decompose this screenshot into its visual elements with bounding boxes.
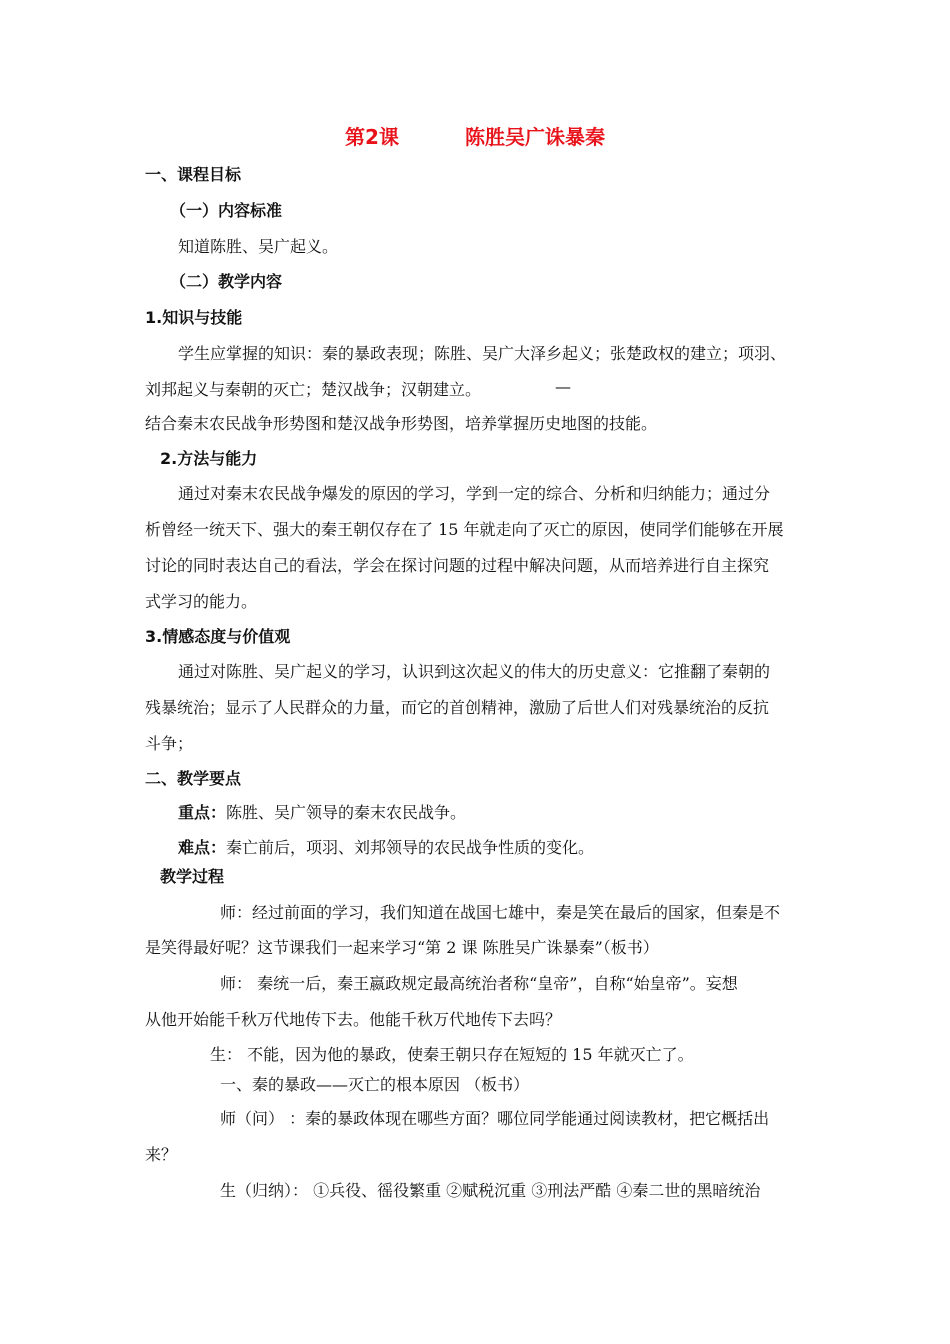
section-qin-tyranny: 一、秦的暴政——灭亡的根本原因 （板书）	[220, 1075, 530, 1094]
dialogue-teacher-3-line2: 来？	[145, 1145, 178, 1164]
stray-dash: —	[555, 377, 571, 396]
dialogue-teacher-2-line1: 师： 秦统一后，秦王嬴政规定最高统治者称“皇帝”，自称“始皇帝”。妄想	[220, 974, 738, 993]
heading-methods-ability: 2.方法与能力	[160, 449, 258, 468]
key-point	[178, 803, 466, 823]
heading-course-goals: 一、课程目标	[145, 165, 242, 184]
dialogue-teacher-1-line2: 是笑得最好呢？这节课我们一起来学习“第 2 课 陈胜吴广诛暴秦”（板书）	[145, 938, 659, 957]
lesson-name: 陈胜吴广诛暴秦	[464, 125, 605, 149]
paragraph-methods-line2: 析曾经一统天下、强大的秦王朝仅存在了 15 年就走向了灭亡的原因，使同学们能够在开展	[145, 520, 784, 539]
heading-teaching-process: 教学过程	[160, 867, 225, 886]
dialogue-teacher-1-line1: 师：经过前面的学习，我们知道在战国七雄中，秦是笑在最后的国家，但秦是不	[220, 903, 781, 922]
dialogue-student-1: 生： 不能，因为他的暴政，使秦王朝只存在短短的 15 年就灭亡了。	[210, 1045, 694, 1064]
paragraph-standard: 知道陈胜、吴广起义。	[178, 237, 339, 256]
heading-emotion-values: 3.情感态度与价值观	[145, 627, 291, 646]
lesson-number: 第2课	[345, 125, 399, 149]
page-title	[0, 124, 950, 150]
paragraph-methods-line4: 式学习的能力。	[145, 592, 258, 611]
heading-content-standard: （一）内容标准	[170, 201, 283, 220]
dialogue-teacher-2-line2: 从他开始能千秋万代地传下去。他能千秋万代地传下去吗？	[145, 1010, 562, 1029]
paragraph-values-line1: 通过对陈胜、吴广起义的学习，认识到这次起义的伟大的历史意义：它推翻了秦朝的	[178, 662, 771, 681]
paragraph-methods-line1: 通过对秦末农民战争爆发的原因的学习，学到一定的综合、分析和归纳能力；通过分	[178, 484, 771, 503]
paragraph-methods-line3: 讨论的同时表达自己的看法，学会在探讨问题的过程中解决问题，从而培养进行自主探究	[145, 556, 770, 575]
heading-teaching-points: 二、教学要点	[145, 769, 242, 788]
difficult-point	[178, 838, 594, 858]
heading-teaching-content: （二）教学内容	[170, 272, 283, 291]
key-point-text: 陈胜、吴广领导的秦末农民战争。	[226, 803, 467, 822]
key-point-label: 重点：	[178, 803, 227, 822]
heading-knowledge-skills: 1.知识与技能	[145, 308, 243, 327]
paragraph-knowledge-line1: 学生应掌握的知识：秦的暴政表现；陈胜、吴广大泽乡起义；张楚政权的建立；项羽、	[178, 344, 787, 363]
paragraph-values-line2: 残暴统治；显示了人民群众的力量，而它的首创精神，激励了后世人们对残暴统治的反抗	[145, 698, 770, 717]
difficult-point-text: 秦亡前后，项羽、刘邦领导的农民战争性质的变化。	[226, 838, 595, 857]
paragraph-values-line3: 斗争；	[145, 734, 194, 753]
paragraph-knowledge-line2: 刘邦起义与秦朝的灭亡；楚汉战争；汉朝建立。	[145, 380, 482, 399]
dialogue-student-2: 生（归纳）： ①兵役、徭役繁重 ②赋税沉重 ③刑法严酷 ④秦二世的黑暗统治	[220, 1181, 761, 1200]
difficult-point-label: 难点：	[178, 838, 227, 857]
paragraph-map-skills: 结合秦末农民战争形势图和楚汉战争形势图，培养掌握历史地图的技能。	[145, 414, 658, 433]
dialogue-teacher-3-line1: 师（问） ：秦的暴政体现在哪些方面？哪位同学能通过阅读教材，把它概括出	[220, 1109, 770, 1128]
